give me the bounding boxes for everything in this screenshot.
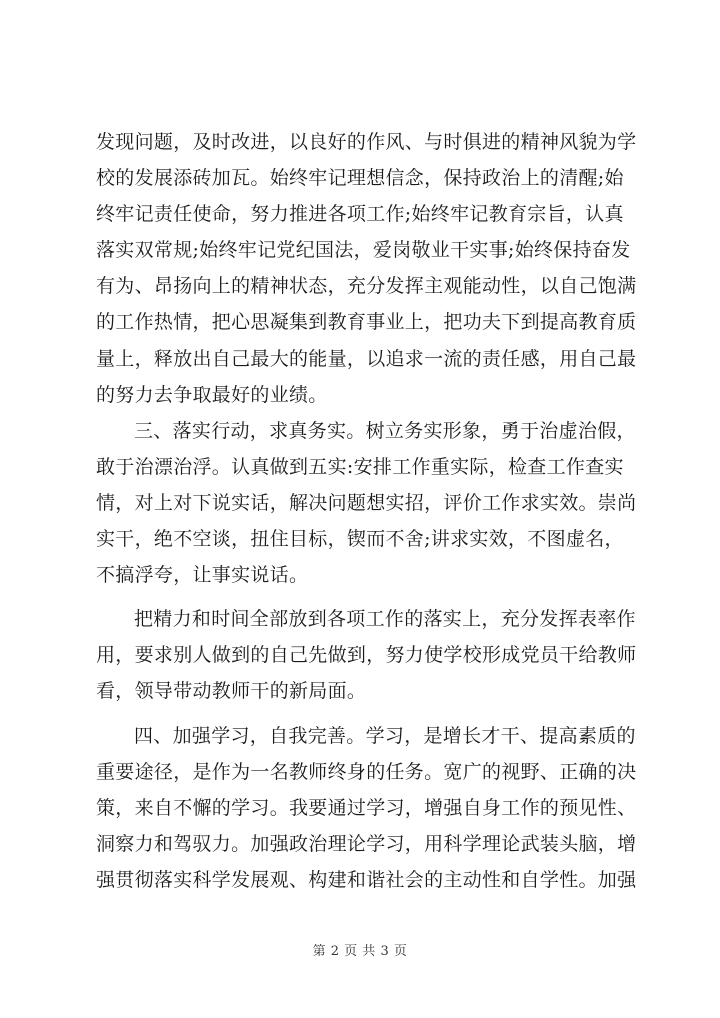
text-line: 把精力和时间全部放到各项工作的落实上，充分发挥表率作 (134, 608, 636, 631)
paragraph-gap (96, 710, 636, 718)
text-line: 有为、昂扬向上的精神状态，充分发挥主观能动性，以自己饱满 (96, 275, 637, 298)
text-line: 发现问题，及时改进，以良好的作风、与时俱进的精神风貌为学 (96, 131, 637, 153)
text-line: 量上，释放出自己最大的能量，以追求一流的责任感，用自己最 (96, 347, 637, 370)
page-number-footer: 第 2 页 共 3 页 (312, 944, 408, 959)
text-line: 用，要求别人做到的自己先做到，努力使学校形成党员干给教师 (96, 644, 637, 667)
text-line: 策，来自不懈的学习。我要通过学习，增强自身工作的预见性、 (96, 796, 637, 819)
text-line: 终牢记责任使命，努力推进各项工作;始终牢记教育宗旨，认真 (96, 203, 624, 226)
text-line: 落实双常规;始终牢记党纪国法，爱岗敬业干实事;始终保持奋发 (96, 239, 631, 262)
text-line: 校的发展添砖加瓦。始终牢记理想信念，保持政治上的清醒;始 (96, 167, 624, 190)
text-line: 看，领导带动教师干的新局面。 (96, 680, 367, 703)
text-line: 不搞浮夸，让事实说话。 (96, 564, 309, 587)
text-line: 重要途径，是作为一名教师终身的任务。宽广的视野、正确的决 (96, 760, 637, 783)
text-line: 的努力去争取最好的业绩。 (96, 383, 328, 406)
paragraph-gap (96, 593, 636, 601)
text-line: 强贯彻落实科学发展观、构建和谐社会的主动性和自学性。加强 (96, 868, 637, 891)
text-line: 的工作热情，把心思凝集到教育事业上，把功夫下到提高教育质 (96, 311, 637, 334)
text-line: 洞察力和驾驭力。加强政治理论学习，用科学理论武装头脑，增 (96, 832, 637, 855)
text-line: 情，对上对下说实话，解决问题想实招，评价工作求实效。崇尚 (96, 491, 637, 514)
text-line: 实干，绝不空谈，扭住目标，锲而不舍;讲求实效，不图虚名， (96, 528, 624, 551)
paragraph (96, 718, 636, 898)
paragraph (96, 413, 636, 593)
text-line: 三、落实行动，求真务实。树立务实形象，勇于治虚治假， (134, 419, 636, 442)
text-line: 四、加强学习，自我完善。学习，是增长才干、提高素质的 (134, 724, 636, 747)
paragraph (96, 124, 636, 413)
document-body (96, 124, 636, 898)
paragraph (96, 601, 636, 709)
text-line: 敢于治漂治浮。认真做到五实:安排工作重实际，检查工作查实 (96, 455, 624, 478)
